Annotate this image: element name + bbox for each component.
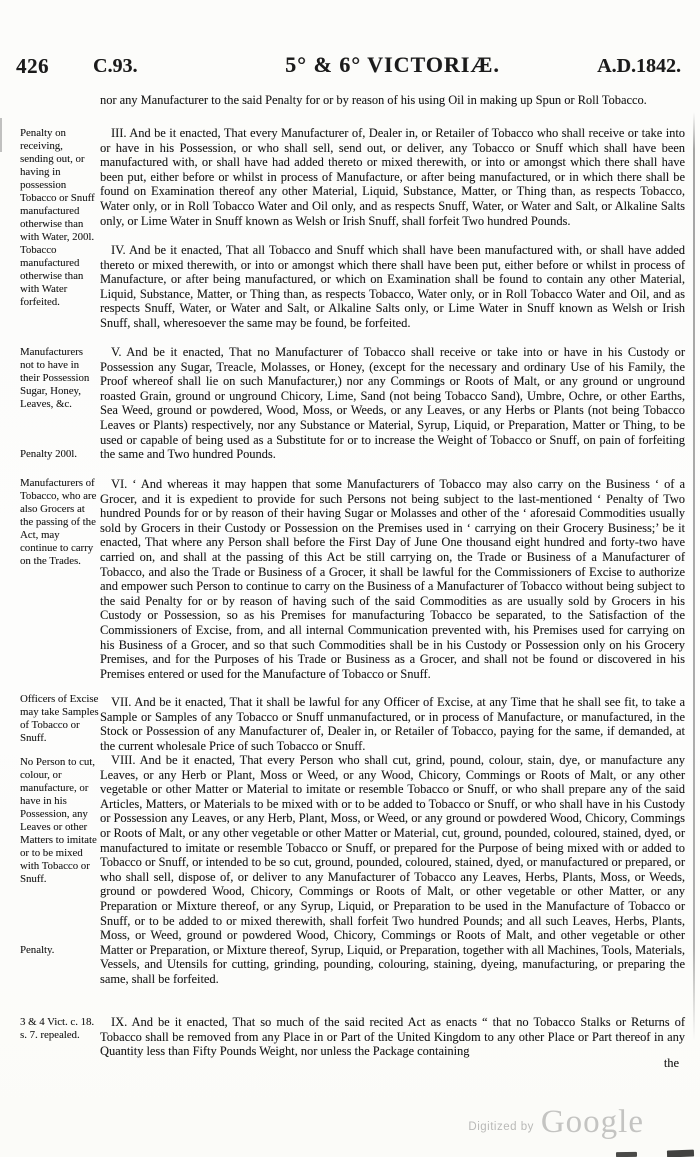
margin-note: No Person to cut, colour, or manufacture, or have in his Possession, any Leaves or other Matters to imitate or to be mixed with Tobacco or Snuff. <box>20 756 97 885</box>
margin-note: Tobacco manufactured otherwise than with Water forfeited. <box>20 244 84 308</box>
body-paragraph-section-ix: IX. And be it enacted, That so much of the said recited Act as enacts “ that no Tobacco Stalks or Returns of Tobacco shall be removed from any Place in or Part of the United Kingdom to any other Place or Part thereof in any Quantity less than Fifty Pounds Weight, nor unless the Package containing <box>100 1015 685 1059</box>
margin-note: Penalty on receiving, sending out, or having in possession Tobacco or Snuff manufactured otherwise than with Water, 200l. <box>20 127 95 243</box>
digitized-by-label: Digitized by <box>468 1120 534 1133</box>
page-number: 426 <box>16 54 49 78</box>
scan-edge-smudge <box>0 118 2 152</box>
margin-note: 3 & 4 Vict. c. 18. s. 7. repealed. <box>20 1016 95 1041</box>
scan-ink-mark <box>616 1152 637 1157</box>
scan-edge-line <box>693 112 695 1040</box>
body-paragraph-section-vii: VII. And be it enacted, That it shall be lawful for any Officer of Excise, at any Time that he shall see fit, to take a Sample or Samples of any Tobacco or Snuff unmanufactured, or in process of Manufacture, or manufactured, in the Stock or Possession of any Manufacturer of, Dealer in, or Retailer of Tobacco, paying for the same, if demanded, at the current wholesale Price of such Tobacco or Snuff. <box>100 695 685 753</box>
margin-note: Manufacturers of Tobacco, who are also Grocers at the passing of the Act, may continue to carry on the Trades. <box>20 477 97 567</box>
scan-ink-mark <box>667 1150 694 1157</box>
body-paragraph-section-v: V. And be it enacted, That no Manufacturer of Tobacco shall receive or take into or have in his Custody or Possession any Sugar, Treacle, Molasses, or Honey, (except for the necessary and ordinary Use of his Family, the Proof whereof shall lie on such Manufacturer,) nor any Commings or Roots of Malt, or any ground or unground roasted Grain, ground or unground Chicory, Lime, Sand (not being Tobacco Sand), Umbre, Ochre, or other Earths, Sea Weed, ground or powdered, Wood, Moss, or Weeds, or any Leaves, or any Herbs or Plants (not being Tobacco Leaves or Plants) respectively, nor any Substance or Material, Syrup, Liquid, or Preparation, Matter or Thing, to be used or capable of being used as a Substitute for or to increase the Weight of Tobacco or Snuff, on pain of forfeiting the same and Two hundred Pounds. <box>100 345 685 462</box>
body-paragraph-section-iii: III. And be it enacted, That every Manufacturer of, Dealer in, or Retailer of Tobacco who shall receive or take into or have in his Possession, or who shall sell, send out, or deliver, any Tobacco or Snuff which shall have been manufactured with, or shall have had added thereto or mixed therewith, or into or amongst which there shall have been put, either before or whilst in process of Manufacture, or after being manufactured, or in which there shall be found on Examination thereof any other Material, Liquid, Substance, Matter, or Thing than, as respects Tobacco, Water only, or in Roll Tobacco Water and Oil only, and as respects Snuff, Water, or Water and Salt, or Alkaline Salts only, or Lime Water in Snuff known as Welsh or Irish Snuff, shall forfeit Two hundred Pounds. <box>100 126 685 228</box>
body-paragraph-continuation: nor any Manufacturer to the said Penalty for or by reason of his using Oil in making up Spun or Roll Tobacco. <box>100 93 647 107</box>
catchword: the <box>663 1056 679 1070</box>
regnal-title: 5° & 6° VICTORIÆ. <box>285 52 500 77</box>
digitization-watermark <box>468 1104 644 1141</box>
margin-note: Manufacturers not to have in their Possession Sugar, Honey, Leaves, &c. <box>20 346 90 410</box>
margin-note: Officers of Excise may take Samples of Tobacco or Snuff. <box>20 693 99 744</box>
year-label: A.D.1842. <box>597 55 681 77</box>
body-paragraph-section-iv: IV. And be it enacted, That all Tobacco and Snuff which shall have been manufactured with, or shall have added thereto or mixed therewith, or into or amongst which there shall have been put, either before or whilst in process of Manufacture, or after being manufactured, or which on Examination shall be found to contain any other Material, Liquid, Substance, Matter, or Thing than, as respects Tobacco, Water only, or in Roll Tobacco Water and Oil, and as respects Snuff, Water, or Water and Salt, or Alkaline Salts only, or Lime Water in Snuff known as Welsh or Irish Snuff, shall, wheresoever the same may be found, be forfeited. <box>100 243 685 330</box>
google-logo: Google <box>540 1104 644 1140</box>
margin-note: Penalty 200l. <box>20 448 77 460</box>
body-paragraph-section-vi: VI. ‘ And whereas it may happen that some Manufacturers of Tobacco may also carry on the Business ‘ of a Grocer, and it is expedient to provide for such Persons not being subject to the last-mentioned ‘ Penalty of Two hundred Pounds for or by reason of their having Sugar or Molasses and other of the ‘ aforesaid Commodities usually sold by Grocers in their Custody or Possession on the Premises used in ‘ carrying on their Grocery Business;’ be it enacted, That where any Person shall before the First Day of June One thousand eight hundred and forty-two have carried on, and shall at the passing of this Act be still carrying on, the Trade or Business of a Manufacturer of Tobacco, and also the Trade or Business of a Grocer, it shall be lawful for the Commissioners of Excise to authorize and empower such Person to continue to carry on the Business of a Manufacturer of Tobacco without being subject to the said Penalty for or by reason of having such of the said Commodities as are usually sold by Grocers in his Custody or Possession, so as his Premises for manufacturing Tobacco be separated, to the Satisfaction of the Commissioners of Excise, from, and all internal Communication prevented with, his Premises used for carrying on his Business of a Grocer, and so that such Commodities shall be in his Custody or Possession only on his Grocery Premises, and for the Purposes of his Trade or Business as a Grocer, and shall not be found or discovered in his Premises entered or used for the Manufacture of Tobacco or Snuff. <box>100 477 685 681</box>
body-paragraph-section-viii: VIII. And be it enacted, That every Person who shall cut, grind, pound, colour, stain, dye, or manufacture any Leaves, or any Herb or Plant, Moss or Weed, or any Wood, Chicory, Commings or Roots of Malt, or any other vegetable or other Matter or Material to imitate or resemble Tobacco or Snuff, or who shall prepare any of the said Articles, Matters, or Materials to be mixed with or to be added to Tobacco or Snuff, or who shall have in his Custody or Possession any Leaves, or any Herb, Plant, Moss, or Weed, or any ground or powdered Wood, Chicory, Commings or Roots of Malt, or any other vegetable or other Matter or Material, cut, ground, pounded, coloured, stained, dyed, or manufactured to imitate or resemble Tobacco or Snuff, or prepared for the Purpose of being mixed with or added to Tobacco or Snuff, or intended to be so cut, ground, pounded, coloured, stained, dyed, or manufactured or prepared, or who shall sell, dispose of, or deliver to any Manufacturer of Tobacco any Leaves, Herbs, Plants, Moss, or Weeds, ground or powdered Wood, Chicory, Commings or Roots of Malt, or other vegetable or other Matter, or any Preparation or Mixture thereof, or any Syrup, Liquid, or Preparation to be used in the Manufacture of Tobacco or Snuff, or to be added to or mixed therewith, shall forfeit Two hundred Pounds; and all such Leaves, Herbs, Plants, Moss, or Weed, ground or powdered Wood, Chicory, Commings or Roots of Malt, and other vegetable or other Matter or Preparation, or Mixture thereof, Syrup, Liquid, or Preparation, together with all Machines, Tools, Materials, Vessels, and Utensils for cutting, grinding, pounding, colouring, staining, dyeing, manufacturing, or preparing the same, shall be forfeited. <box>100 753 685 986</box>
margin-note: Penalty. <box>20 944 55 956</box>
chapter-number: C.93. <box>93 55 138 77</box>
